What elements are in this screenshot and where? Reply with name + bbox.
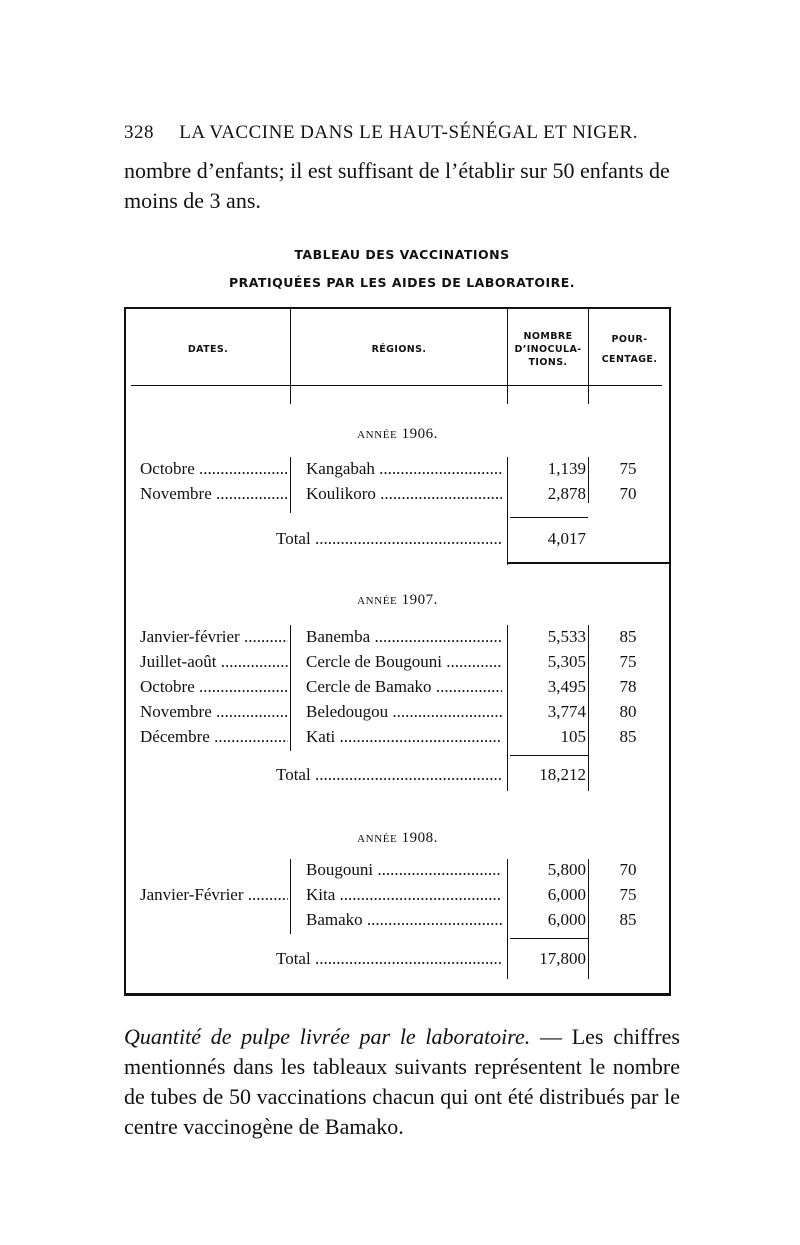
closing-paragraph (124, 1022, 680, 1142)
total-rule-1908 (510, 938, 588, 939)
header-dates: DATES. (187, 344, 229, 355)
total-value: 17,800 (539, 949, 586, 968)
section-rule-1906 (507, 562, 669, 564)
total-label: Total ..... (276, 529, 502, 549)
total-value: 18,212 (539, 765, 586, 784)
table-row: Novembre ..... Koulikoro ..... 2,878 70 (126, 484, 669, 508)
year-heading-1908: ANNÉE 1908. (357, 830, 438, 846)
header-pct-line-2: CENTAGE. (601, 354, 658, 365)
total-rule-1906 (510, 517, 588, 518)
table-row: Janvier-février ..... Banemba ..... 5,533 85 (126, 627, 669, 651)
closing-heading: Quantité de pulpe livrée par le laboratoire. (124, 1024, 531, 1049)
table-title-line-2: PRATIQUÉES PAR LES AIDES DE LABORATOIRE. (228, 275, 576, 290)
page-number: 328 (124, 122, 154, 143)
header-pct-line-1: POUR- (611, 334, 648, 345)
total-label: Total ..... (276, 949, 502, 969)
table-row: Bougouni ..... 5,800 70 (126, 860, 669, 884)
header-count-line-1: NOMBRE (523, 331, 573, 342)
running-title: LA VACCINE DANS LE HAUT-SÉNÉGAL ET NIGER. (179, 122, 638, 143)
header-count-line-2: D’INOCULA- (514, 344, 582, 355)
total-value: 4,017 (547, 529, 586, 548)
header-percentage (590, 330, 669, 370)
group-date: Janvier-Février ..... (140, 885, 288, 905)
running-head (124, 122, 684, 144)
year-heading-1907: ANNÉE 1907. (357, 592, 438, 608)
header-regions: RÉGIONS. (371, 344, 427, 355)
table-row: Janvier-Février ..... Kita ..... 6,000 75 (126, 885, 669, 909)
year-heading-1906: ANNÉE 1906. (357, 426, 438, 442)
closing-text: — Les chiffres mentionnés dans les tableaux suivants représentent le nombre de tubes de 50 vaccinations chacun qui ont été distribués par le centre vaccinogène de Bamako. (124, 1024, 680, 1139)
table-row: Juillet-août ..... Cercle de Bougouni ..... 5,305 75 (126, 652, 669, 676)
header-count (509, 330, 587, 369)
table-row: Novembre ..... Beledougou ..... 3,774 80 (126, 702, 669, 726)
vaccination-table (124, 307, 671, 996)
header-count-line-3: TIONS. (528, 357, 568, 368)
table-row: Décembre ..... Kati ..... 105 85 (126, 727, 669, 751)
table-row: Bamako ..... 6,000 85 (126, 910, 669, 934)
header-divider-2 (507, 309, 508, 404)
header-rule (131, 385, 662, 386)
header-divider-1 (290, 309, 291, 404)
total-label: Total ..... (276, 765, 502, 785)
table-row: Octobre ..... Kangabah ..... 1,139 75 (126, 459, 669, 483)
header-divider-3 (588, 309, 589, 404)
table-title-line-1: TABLEAU DES VACCINATIONS (294, 247, 510, 262)
table-row: Octobre ..... Cercle de Bamako ..... 3,495 78 (126, 677, 669, 701)
intro-paragraph: nombre d’enfants; il est suffisant de l’établir sur 50 enfants de moins de 3 ans. (124, 158, 670, 213)
total-rule-1907 (510, 755, 588, 756)
